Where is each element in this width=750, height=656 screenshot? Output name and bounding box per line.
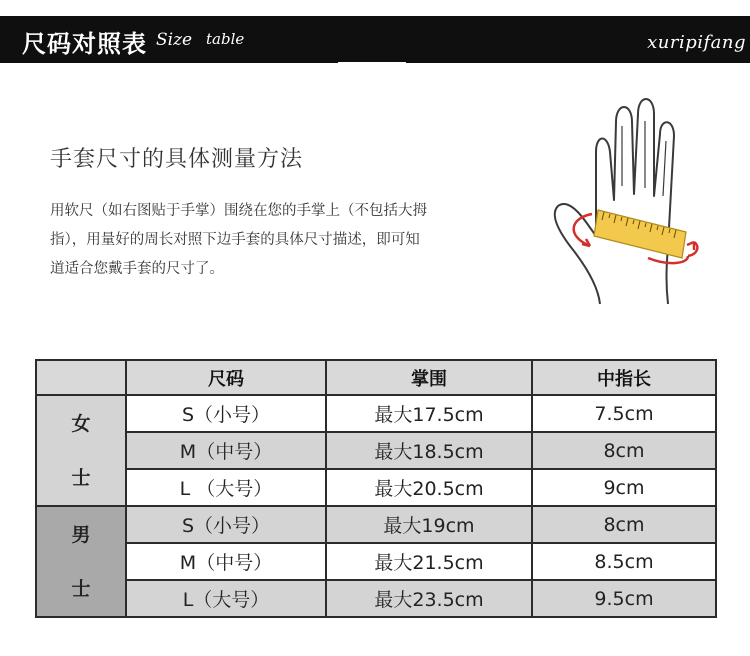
table-cell-size: L（大号）: [126, 580, 326, 617]
table-cell-size: M（中号）: [126, 543, 326, 580]
group-label-female: [36, 395, 126, 506]
table-row: [36, 469, 716, 506]
table-row: [36, 395, 716, 432]
table-header-cell: [36, 360, 126, 395]
table-cell-finger: 8.5cm: [532, 543, 716, 580]
measure-description: [50, 197, 490, 284]
table-cell-size: S（小号）: [126, 506, 326, 543]
divider-dots: [343, 55, 402, 60]
table-row: [36, 432, 716, 469]
banner-title: 尺码对照表: [22, 30, 147, 58]
table-cell-palm: 最大19cm: [326, 506, 532, 543]
table-cell-size: L （大号）: [126, 469, 326, 506]
group-label-char: 男: [71, 523, 91, 546]
table-cell-palm: 最大17.5cm: [326, 395, 532, 432]
size-chart-table: [35, 359, 717, 618]
table-cell-palm: 最大20.5cm: [326, 469, 532, 506]
group-label-male: [36, 506, 126, 617]
group-label-char: 士: [71, 466, 91, 489]
measure-description-line: 指），用量好的周长对照下边手套的具体尺寸描述，即可知: [50, 232, 420, 248]
group-label-char: 士: [71, 577, 91, 600]
table-row: [36, 506, 716, 543]
table-header-cell: 掌围: [326, 360, 532, 395]
table-cell-size: M（中号）: [126, 432, 326, 469]
table-row: [36, 580, 716, 617]
table-cell-finger: 8cm: [532, 432, 716, 469]
table-cell-finger: 9.5cm: [532, 580, 716, 617]
banner-script-table: table: [206, 30, 245, 48]
table-cell-palm: 最大23.5cm: [326, 580, 532, 617]
table-cell-size: S（小号）: [126, 395, 326, 432]
measure-title: 手套尺寸的具体测量方法: [50, 147, 304, 172]
measure-description-line: 用软尺（如右图贴于手掌）围绕在您的手掌上（不包括大拇: [50, 203, 427, 219]
table-cell-finger: 9cm: [532, 469, 716, 506]
table-cell-finger: 7.5cm: [532, 395, 716, 432]
table-header-cell: 中指长: [532, 360, 716, 395]
table-cell-finger: 8cm: [532, 506, 716, 543]
table-cell-palm: 最大18.5cm: [326, 432, 532, 469]
banner-script-size: Size: [156, 30, 193, 50]
table-row: [36, 543, 716, 580]
group-label-char: 女: [71, 412, 91, 435]
divider-left: [0, 61, 338, 63]
hand-measure-icon: [548, 96, 708, 306]
table-header-row: [36, 360, 716, 395]
divider-right: [406, 61, 750, 63]
measure-description-line: 道适合您戴手套的尺寸了。: [50, 261, 224, 277]
brand-name: xuripifang: [647, 32, 746, 53]
table-header-cell: 尺码: [126, 360, 326, 395]
table-cell-palm: 最大21.5cm: [326, 543, 532, 580]
